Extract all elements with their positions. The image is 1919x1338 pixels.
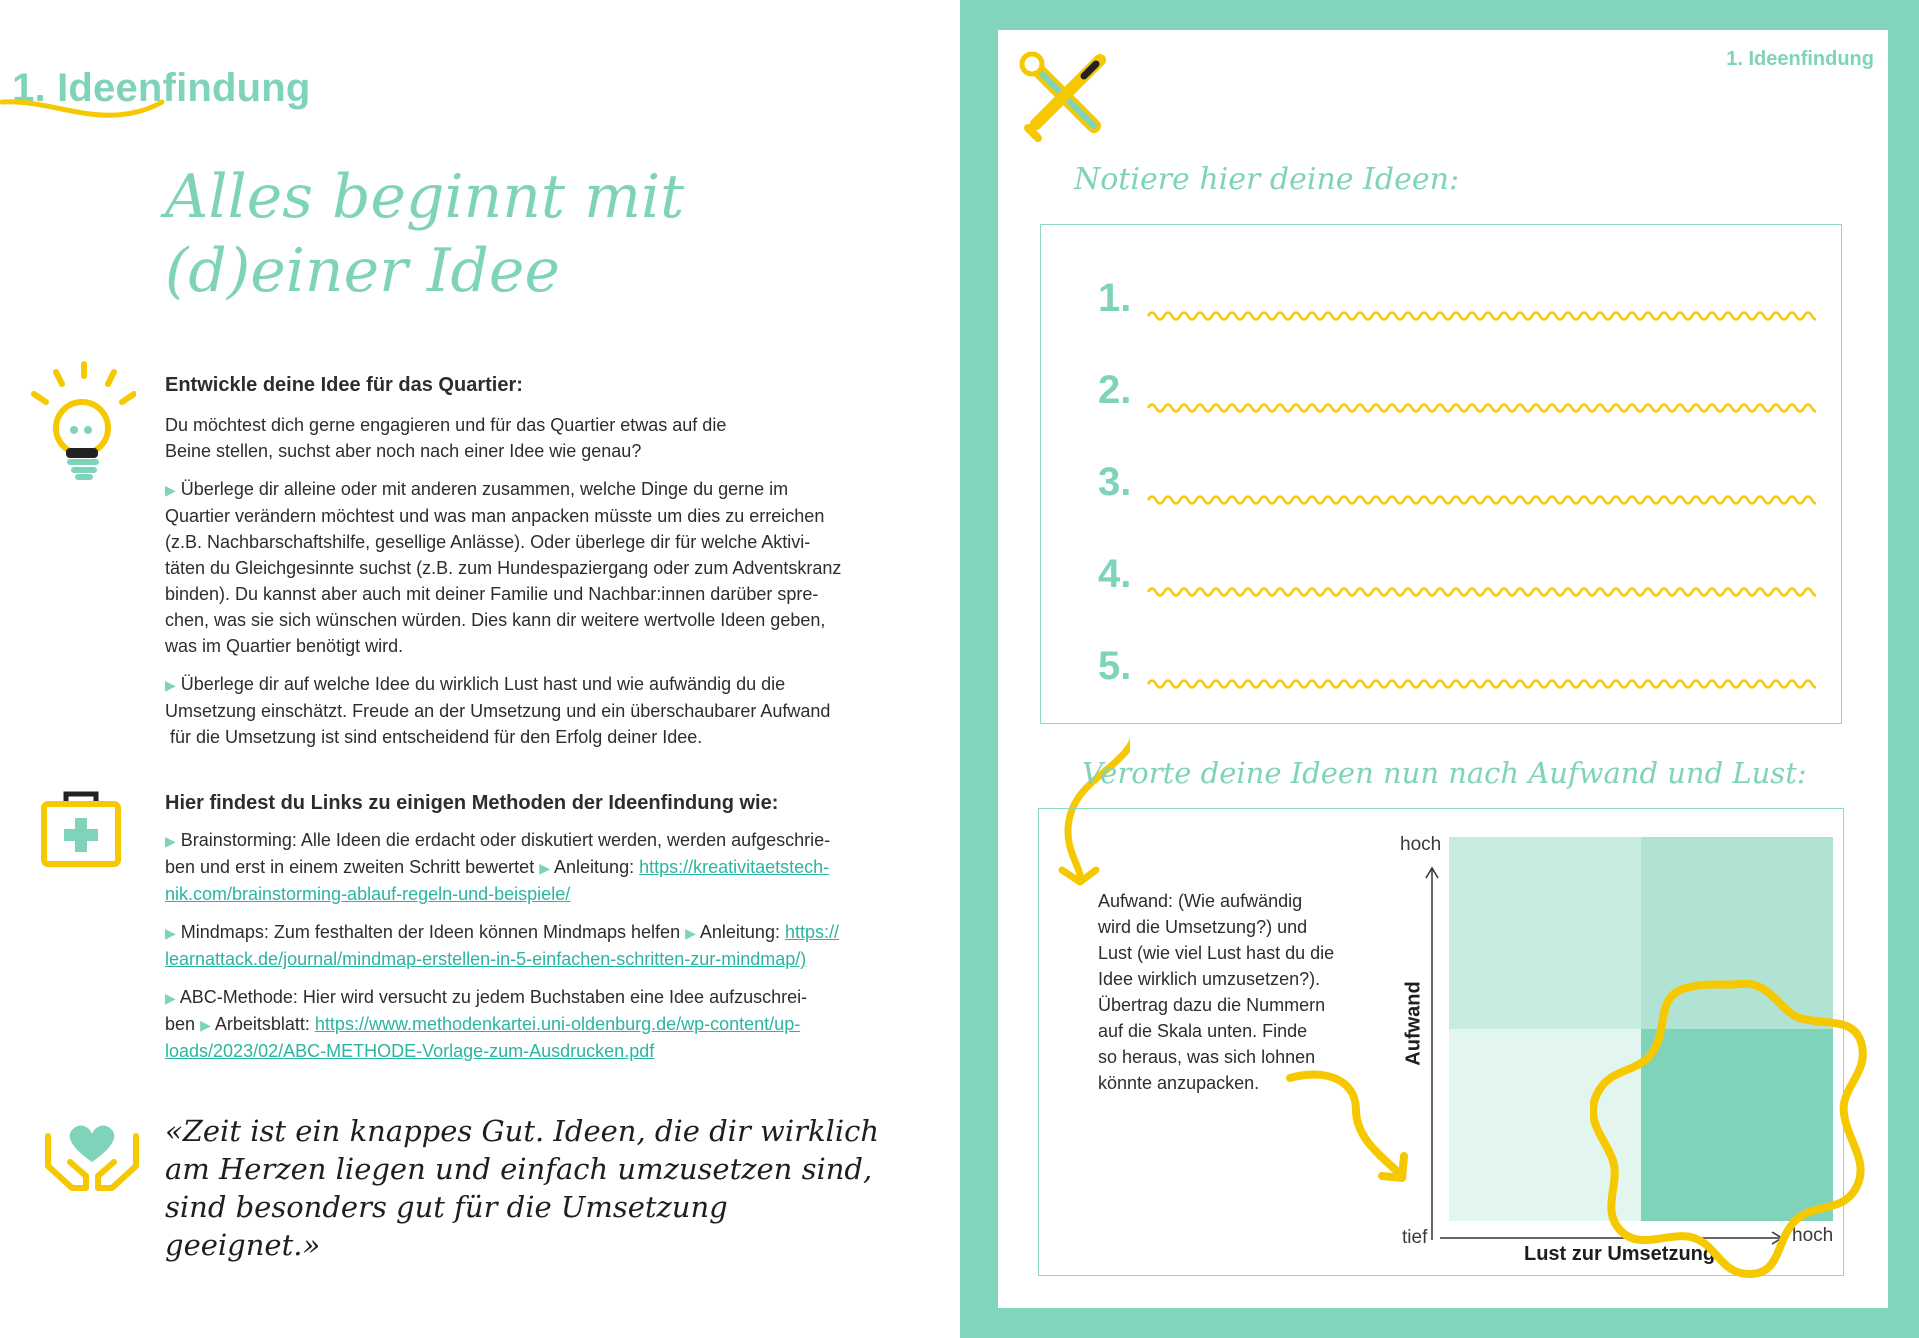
block1-paragraph-1	[165, 476, 875, 659]
wrench-screwdriver-icon	[1018, 50, 1114, 146]
heart-hands-icon	[42, 1118, 142, 1198]
caption-line: Übertrag dazu die Nummern	[1098, 995, 1326, 1015]
link-text[interactable]: https://www.methodenkartei.uni-oldenburg.de/wp-content/up-	[314, 1014, 801, 1034]
triangle-bullet-icon: ▶	[685, 925, 696, 941]
page-headline	[165, 160, 785, 308]
idea-write-line[interactable]	[1146, 674, 1816, 694]
method-text: Mindmaps: Zum festhalten der Ideen können Mindmaps helfen	[180, 922, 681, 942]
p1-line: was im Quartier benötigt wird.	[165, 636, 404, 656]
caption-line: könnte anzupacken.	[1098, 1073, 1260, 1093]
p2-line: Überlege dir auf welche Idee du wirklich Lust hast und wie aufwändig du die	[180, 674, 786, 694]
first-aid-kit-icon	[40, 790, 122, 870]
caption-line: wird die Umsetzung?) und	[1098, 917, 1308, 937]
y-axis-high-label: hoch	[1400, 834, 1442, 855]
method-label: Anleitung:	[699, 922, 780, 942]
method-brainstorming	[165, 827, 905, 907]
p1-line: binden). Du kannst aber auch mit deiner Familie und Nachbar:innen darüber spre-	[165, 584, 819, 604]
link-text[interactable]: https://kreativitaetstech-	[639, 857, 830, 877]
idea-number: 3.	[1098, 460, 1132, 504]
p1-line: chen, was sie sich wünschen würden. Dies kann dir weitere wertvolle Ideen geben,	[165, 610, 826, 630]
method-label: Anleitung:	[554, 857, 635, 877]
idea-write-line[interactable]	[1146, 490, 1816, 510]
p1-line: Überlege dir alleine oder mit anderen zusammen, welche Dinge du gerne im	[180, 479, 789, 499]
triangle-bullet-icon: ▶	[165, 990, 176, 1006]
link-text[interactable]: loads/2023/02/ABC-METHODE-Vorlage-zum-Ausdrucken.pdf	[165, 1041, 655, 1061]
caption-line: so heraus, was sich lohnen	[1098, 1047, 1316, 1067]
headline-line-2: (d)einer Idee	[165, 236, 560, 306]
link-text[interactable]: learnattack.de/journal/mindmap-erstellen-in-5-einfachen-schritten-zur-mindmap/)	[165, 949, 807, 969]
axis-low-label: tief	[1402, 1227, 1428, 1248]
method-label: Arbeitsblatt:	[214, 1014, 310, 1034]
yellow-wavy-circle-highlight	[1590, 976, 1870, 1280]
p1-line: Quartier verändern möchtest und was man anpacken müsste um dies zu erreichen	[165, 506, 825, 526]
idea-number: 2.	[1098, 368, 1132, 412]
matrix-heading: Verorte deine Ideen nun nach Aufwand und Lust:	[1082, 756, 1807, 790]
p2-line: Umsetzung einschätzt. Freude an der Umsetzung und ein überschaubarer Aufwand	[165, 701, 831, 721]
idea-write-line[interactable]	[1146, 582, 1816, 602]
caption-line: auf die Skala unten. Finde	[1098, 1021, 1308, 1041]
y-axis-label: Aufwand	[1402, 981, 1425, 1066]
p2-line: für die Umsetzung ist sind entscheidend für den Erfolg deiner Idee.	[165, 727, 703, 747]
block1-intro	[165, 412, 875, 464]
quote-line: «Zeit ist ein knappes Gut. Ideen, die dir wirklich	[165, 1114, 880, 1148]
worksheet-section-title: 1. Ideenfindung	[1726, 48, 1874, 70]
triangle-bullet-icon: ▶	[165, 833, 176, 849]
method-text: ben	[165, 1014, 196, 1034]
block2-body	[165, 827, 905, 1076]
idea-write-line[interactable]	[1146, 398, 1816, 418]
idea-number: 1.	[1098, 276, 1132, 320]
intro-line: Beine stellen, suchst aber noch nach einer Idee wie genau?	[165, 441, 642, 461]
triangle-bullet-icon: ▶	[200, 1017, 211, 1033]
x-axis-label: Lust zur Umsetzung	[1524, 1243, 1716, 1265]
method-text: ABC-Methode: Hier wird versucht zu jedem Buchstaben eine Idee aufzuschrei-	[179, 987, 808, 1007]
triangle-bullet-icon: ▶	[165, 677, 176, 693]
lightbulb-icon	[26, 360, 136, 485]
block1-heading: Entwickle deine Idee für das Quartier:	[165, 374, 523, 396]
notes-heading: Notiere hier deine Ideen:	[1074, 162, 1460, 197]
method-mindmaps	[165, 919, 905, 972]
method-text: ben und erst in einem zweiten Schritt bewertet	[165, 857, 535, 877]
quote-line: am Herzen liegen und einfach umzusetzen sind,	[165, 1152, 873, 1186]
triangle-bullet-icon: ▶	[539, 860, 550, 876]
block2-heading: Hier findest du Links zu einigen Methoden der Ideenfindung wie:	[165, 792, 779, 814]
p1-line: (z.B. Nachbarschaftshilfe, gesellige Anlässe). Oder überlege dir für welche Aktivi-	[165, 532, 811, 552]
x-axis-high-label: hoch	[1792, 1225, 1834, 1246]
block1-paragraph-2	[165, 671, 875, 750]
yellow-swoosh-decoration	[0, 92, 170, 132]
ideas-box	[1040, 224, 1842, 724]
matrix-caption	[1098, 888, 1363, 1096]
quote	[165, 1112, 885, 1264]
block1-body	[165, 412, 875, 762]
idea-number: 5.	[1098, 644, 1132, 688]
section-title: 1. Ideenfindung	[12, 66, 311, 110]
idea-number: 4.	[1098, 552, 1132, 596]
caption-line: Aufwand: (Wie aufwändig	[1098, 891, 1303, 911]
caption-line: Idee wirklich umzusetzen?).	[1098, 969, 1321, 989]
method-abc	[165, 984, 905, 1064]
p1-line: täten du Gleichgesinnte suchst (z.B. zum Hundespaziergang oder zum Adventskranz	[165, 558, 842, 578]
triangle-bullet-icon: ▶	[165, 482, 176, 498]
yellow-curved-arrow-2	[1286, 1070, 1416, 1190]
link-text[interactable]: nik.com/brainstorming-ablauf-regeln-und-beispiele/	[165, 884, 571, 904]
method-text: Brainstorming: Alle Ideen die erdacht oder diskutiert werden, werden aufgeschrie-	[180, 830, 831, 850]
intro-line: Du möchtest dich gerne engagieren und für das Quartier etwas auf die	[165, 415, 727, 435]
quote-line: sind besonders gut für die Umsetzung geeignet.»	[165, 1190, 728, 1262]
caption-line: Lust (wie viel Lust hast du die	[1098, 943, 1335, 963]
idea-write-line[interactable]	[1146, 306, 1816, 326]
triangle-bullet-icon: ▶	[165, 925, 176, 941]
headline-line-1: Alles beginnt mit	[165, 162, 685, 232]
link-text[interactable]: https://	[784, 922, 839, 942]
